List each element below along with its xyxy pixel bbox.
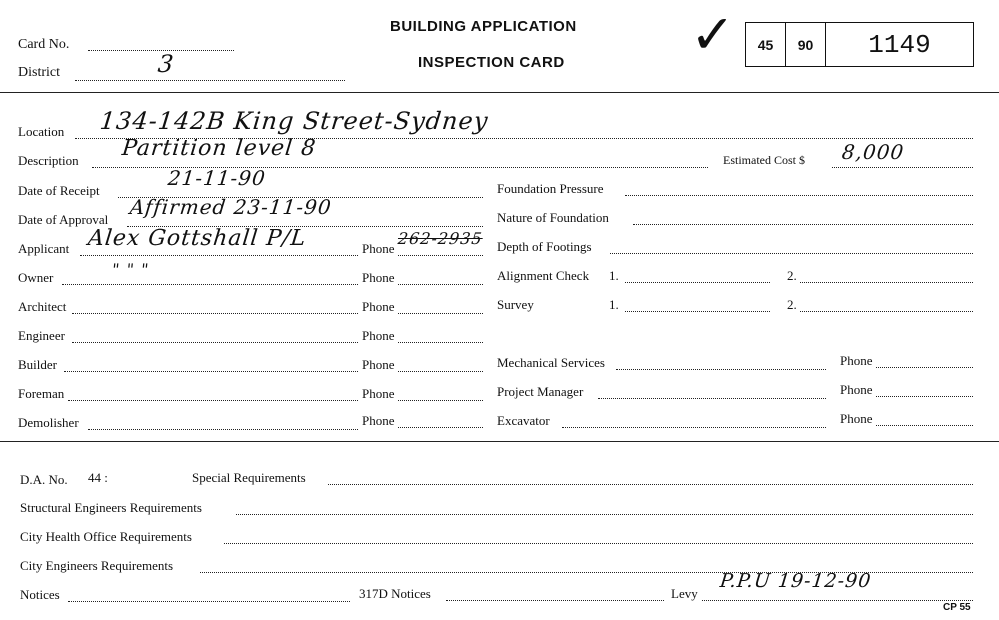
demolisher-phone-label: Phone (362, 413, 395, 428)
project-manager-phone-field[interactable] (876, 396, 973, 397)
reference-box (745, 22, 974, 67)
description-value: Partition level 8 (120, 136, 318, 161)
owner-label: Owner (18, 270, 54, 285)
section-divider (0, 441, 999, 442)
description-label: Description (18, 153, 79, 168)
excavator-label: Excavator (497, 413, 550, 428)
estimated-cost-label: Estimated Cost $ (723, 153, 805, 167)
demolisher-label: Demolisher (18, 415, 79, 430)
alignment-check-num2: 2. (787, 268, 797, 283)
city-health-label: City Health Office Requirements (20, 529, 192, 544)
date-of-receipt-value: 21-11-90 (166, 166, 268, 190)
alignment-check-field-2[interactable] (800, 282, 973, 283)
engineer-field[interactable] (72, 342, 358, 343)
engineer-label: Engineer (18, 328, 65, 343)
excavator-phone-label: Phone (840, 411, 873, 426)
survey-field-2[interactable] (800, 311, 973, 312)
survey-num2: 2. (787, 297, 797, 312)
survey-num1: 1. (609, 297, 619, 312)
builder-label: Builder (18, 357, 57, 372)
location-value: 134-142B King Street-Sydney (98, 107, 490, 135)
mechanical-phone-field[interactable] (876, 367, 973, 368)
applicant-phone-value: 262-2935 (397, 229, 484, 248)
foundation-pressure-field[interactable] (625, 195, 973, 196)
form-title-line2: INSPECTION CARD (418, 54, 565, 71)
structural-engineers-field[interactable] (236, 514, 973, 515)
foreman-label: Foreman (18, 386, 65, 401)
foreman-field[interactable] (68, 400, 358, 401)
district-value: 3 (156, 50, 176, 78)
applicant-value: Alex Gottshall P/L (86, 226, 308, 251)
checkmark-icon: ✓ (690, 3, 736, 66)
card-no-label: Card No. (18, 37, 70, 52)
alignment-check-num1: 1. (609, 268, 619, 283)
alignment-check-label: Alignment Check (497, 268, 590, 283)
project-manager-field[interactable] (598, 398, 826, 399)
alignment-check-field-1[interactable] (625, 282, 770, 283)
mechanical-phone-label: Phone (840, 353, 873, 368)
notices-317d-field[interactable] (446, 600, 664, 601)
special-requirements-field[interactable] (328, 484, 973, 485)
engineer-phone-field[interactable] (398, 342, 483, 343)
demolisher-field[interactable] (88, 429, 358, 430)
reference-number: 1149 (868, 29, 931, 60)
depth-of-footings-field[interactable] (610, 253, 973, 254)
form-code: CP 55 (943, 602, 971, 613)
reference-cell-1: 45 (746, 23, 786, 66)
notices-317d-label: 317D Notices (359, 586, 431, 601)
estimated-cost-field[interactable] (832, 167, 973, 168)
notices-field[interactable] (68, 601, 350, 602)
da-no-label: D.A. No. (20, 472, 68, 487)
levy-value: P.P.U 19-12-90 (718, 570, 873, 592)
district-label: District (18, 65, 60, 80)
mechanical-services-field[interactable] (616, 369, 826, 370)
city-health-field[interactable] (224, 543, 973, 544)
city-engineers-label: City Engineers Requirements (20, 558, 174, 573)
special-requirements-label: Special Requirements (192, 470, 306, 485)
owner-field[interactable] (62, 284, 358, 285)
date-of-receipt-label: Date of Receipt (18, 183, 100, 198)
builder-field[interactable] (64, 371, 358, 372)
date-of-approval-value: Affirmed 23-11-90 (128, 195, 333, 219)
mechanical-services-label: Mechanical Services (497, 355, 605, 370)
reference-cell-2: 90 (786, 23, 826, 66)
survey-label: Survey (497, 297, 534, 312)
survey-field-1[interactable] (625, 311, 770, 312)
location-label: Location (18, 124, 65, 139)
owner-phone-label: Phone (362, 270, 395, 285)
nature-of-foundation-field[interactable] (633, 224, 973, 225)
district-field[interactable] (75, 80, 345, 81)
builder-phone-label: Phone (362, 357, 395, 372)
levy-label: Levy (671, 586, 698, 601)
estimated-cost-value: 8,000 (840, 140, 906, 164)
excavator-phone-field[interactable] (876, 425, 973, 426)
architect-phone-field[interactable] (398, 313, 483, 314)
form-title-line1: BUILDING APPLICATION (390, 18, 577, 35)
foundation-pressure-label: Foundation Pressure (497, 181, 604, 196)
builder-phone-field[interactable] (398, 371, 483, 372)
applicant-phone-field[interactable] (398, 255, 483, 256)
architect-phone-label: Phone (362, 299, 395, 314)
engineer-phone-label: Phone (362, 328, 395, 343)
architect-label: Architect (18, 299, 67, 314)
applicant-field[interactable] (80, 255, 358, 256)
demolisher-phone-field[interactable] (398, 427, 483, 428)
levy-field[interactable] (702, 600, 973, 601)
foreman-phone-label: Phone (362, 386, 395, 401)
architect-field[interactable] (72, 313, 358, 314)
excavator-field[interactable] (562, 427, 826, 428)
depth-of-footings-label: Depth of Footings (497, 239, 592, 254)
owner-phone-field[interactable] (398, 284, 483, 285)
structural-engineers-label: Structural Engineers Requirements (20, 500, 202, 515)
project-manager-phone-label: Phone (840, 382, 873, 397)
applicant-label: Applicant (18, 241, 70, 256)
nature-of-foundation-label: Nature of Foundation (497, 210, 609, 225)
header-divider (0, 92, 999, 93)
da-no-value: 44 : (88, 470, 108, 485)
date-of-approval-label: Date of Approval (18, 212, 109, 227)
foreman-phone-field[interactable] (398, 400, 483, 401)
project-manager-label: Project Manager (497, 384, 584, 399)
applicant-phone-label: Phone (362, 241, 395, 256)
notices-label: Notices (20, 587, 60, 602)
owner-value: " " " (111, 260, 151, 279)
